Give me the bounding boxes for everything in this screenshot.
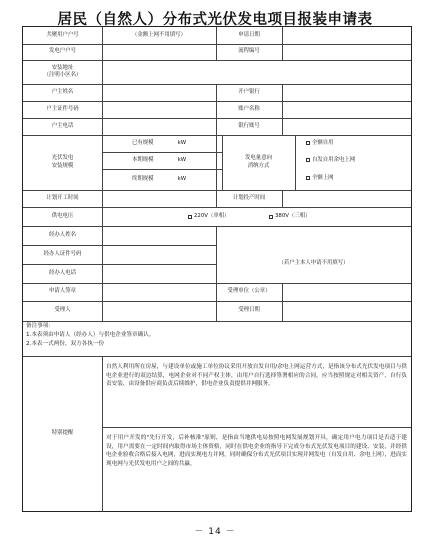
agent-name-label: 经办人姓名 <box>49 231 76 238</box>
current-capacity-label: 本期规模 <box>132 156 154 163</box>
accept-date-label: 受理日期 <box>238 307 260 314</box>
application-form-table <box>22 26 412 512</box>
agent-phone-field[interactable] <box>102 264 216 283</box>
owner-name-field[interactable] <box>102 84 216 101</box>
current-capacity-row[interactable] <box>102 152 222 169</box>
pv-capacity-label <box>23 135 102 190</box>
install-address-field[interactable] <box>102 60 411 84</box>
owner-phone-field[interactable] <box>102 118 216 135</box>
planned-production-field[interactable] <box>282 190 411 207</box>
existing-capacity-unit: kW <box>177 139 187 146</box>
pv-capacity-label-line1: 光伏发电 <box>51 155 74 162</box>
final-capacity-row[interactable] <box>102 169 222 190</box>
existing-capacity-row[interactable] <box>102 135 222 152</box>
voltage-220v-option[interactable]: 220V（单相） <box>194 212 230 219</box>
agent-phone-label: 经办人电话 <box>49 269 76 276</box>
applicant-seal-field[interactable] <box>102 283 216 301</box>
bank-account-label: 银行账号 <box>238 122 260 129</box>
special-reminder-paragraph-2: 对于用户开发的"先行开发，后补核准"原则，是指由当地供电局按照电网发展规划开具，确定用户电力项目是否适于建设，用户需要在一定时间内取得市场主体资格，同时在供电企业的指导下完成分布式光伏发电项目的建设、安装，并经供电企业验收合格后接入电网，进而实现电力并网，同时确保分布式光伏项目实现并网发电（自发自用、余电上网），进而实现电网与光伏发电用户之间的共赢。 <box>106 435 407 467</box>
applicant-seal-label: 申请人签章 <box>49 288 76 295</box>
final-capacity-unit: kW <box>177 175 187 182</box>
special-reminder-paragraph-1: 自然人利用所在房屋，与建设单位或施工单位协议采用开放自发自用/余电上网运营方式，是指该分布式光伏发电项目与供电企业进行的双边结算，电网企业对不同产权主体，由用户自行选择签署相应的合同，应当按照规定对相关资产，自行负责安装、由设备供应商负责后续维护，供电企业负责提供并网服务。 <box>106 364 407 388</box>
receiver-label: 受理人 <box>54 307 71 314</box>
bank-label: 开户银行 <box>238 88 260 95</box>
planned-start-field[interactable] <box>102 190 216 207</box>
notes-section <box>26 322 406 349</box>
consumption-mode-label-line1: 发电量意向 <box>245 155 272 162</box>
bank-field[interactable] <box>282 84 411 101</box>
agent-id-label: 经办人证件号码 <box>43 250 82 257</box>
account-name-label: 账户名称 <box>238 105 260 112</box>
shared-account-field[interactable]: （金额上网不用填写） <box>132 31 186 38</box>
agent-name-field[interactable] <box>102 226 216 245</box>
generator-account-label: 发电户户号 <box>49 48 76 55</box>
shared-account-label: 共聚用户户号 <box>46 31 79 38</box>
planned-production-label: 计划投产时间 <box>232 194 266 201</box>
supply-voltage-label: 供电电压 <box>51 212 74 219</box>
surplus-grid-option[interactable]: 自发自用余电上网 <box>312 156 356 163</box>
owner-id-label: 户主证件号码 <box>46 105 79 112</box>
owner-id-field[interactable] <box>102 101 216 118</box>
process-number-label: 流程编号 <box>238 48 260 55</box>
note-item-1: 1.本表须由申请人（经办人）与供电企业签章确认。 <box>26 331 155 338</box>
note-item-2: 2.本表一式两份，双方各执一份 <box>26 340 105 347</box>
receiver-field[interactable] <box>102 301 216 321</box>
voltage-380v-option[interactable]: 380V（三相） <box>275 212 311 219</box>
notes-heading: 备注事项： <box>26 323 54 329</box>
existing-capacity-label: 已有规模 <box>132 139 154 146</box>
page-number: － 14 － <box>194 527 236 537</box>
special-reminder-label: 特别提醒 <box>51 430 74 437</box>
bank-account-field[interactable] <box>282 118 411 135</box>
install-address-label-line2: （注明小区名） <box>43 72 82 78</box>
final-capacity-label: 终期规模 <box>132 175 154 182</box>
agent-note: （若户主本人申请不用填写） <box>278 259 349 266</box>
accepting-unit-field[interactable] <box>282 283 411 301</box>
install-address-label-line1: 安装地址 <box>51 64 74 71</box>
current-capacity-unit: kW <box>177 156 187 163</box>
owner-name-label: 户主姓名 <box>51 88 74 95</box>
form-title: 居民（自然人）分布式光伏发电项目报装申请表 <box>57 12 373 28</box>
full-grid-option[interactable]: 全额上网 <box>312 174 334 181</box>
consumption-mode-label <box>222 135 295 190</box>
planned-start-label: 计划开工时间 <box>46 194 79 201</box>
apply-date-label: 申请日期 <box>238 31 260 38</box>
generator-account-field[interactable] <box>102 44 216 60</box>
full-self-use-option[interactable]: 全额自用 <box>312 139 334 146</box>
apply-date-field[interactable] <box>282 27 411 44</box>
owner-phone-label: 户主电话 <box>51 122 74 129</box>
account-name-field[interactable] <box>282 101 411 118</box>
accepting-unit-label: 受理单位（公章） <box>227 288 271 295</box>
pv-capacity-label-line2: 安装规模 <box>51 162 74 169</box>
accept-date-field[interactable] <box>282 301 411 321</box>
agent-id-field[interactable] <box>102 245 216 264</box>
process-number-field[interactable] <box>282 44 411 60</box>
install-address-label <box>23 60 102 84</box>
consumption-mode-label-line2: 消纳方式 <box>247 162 270 169</box>
